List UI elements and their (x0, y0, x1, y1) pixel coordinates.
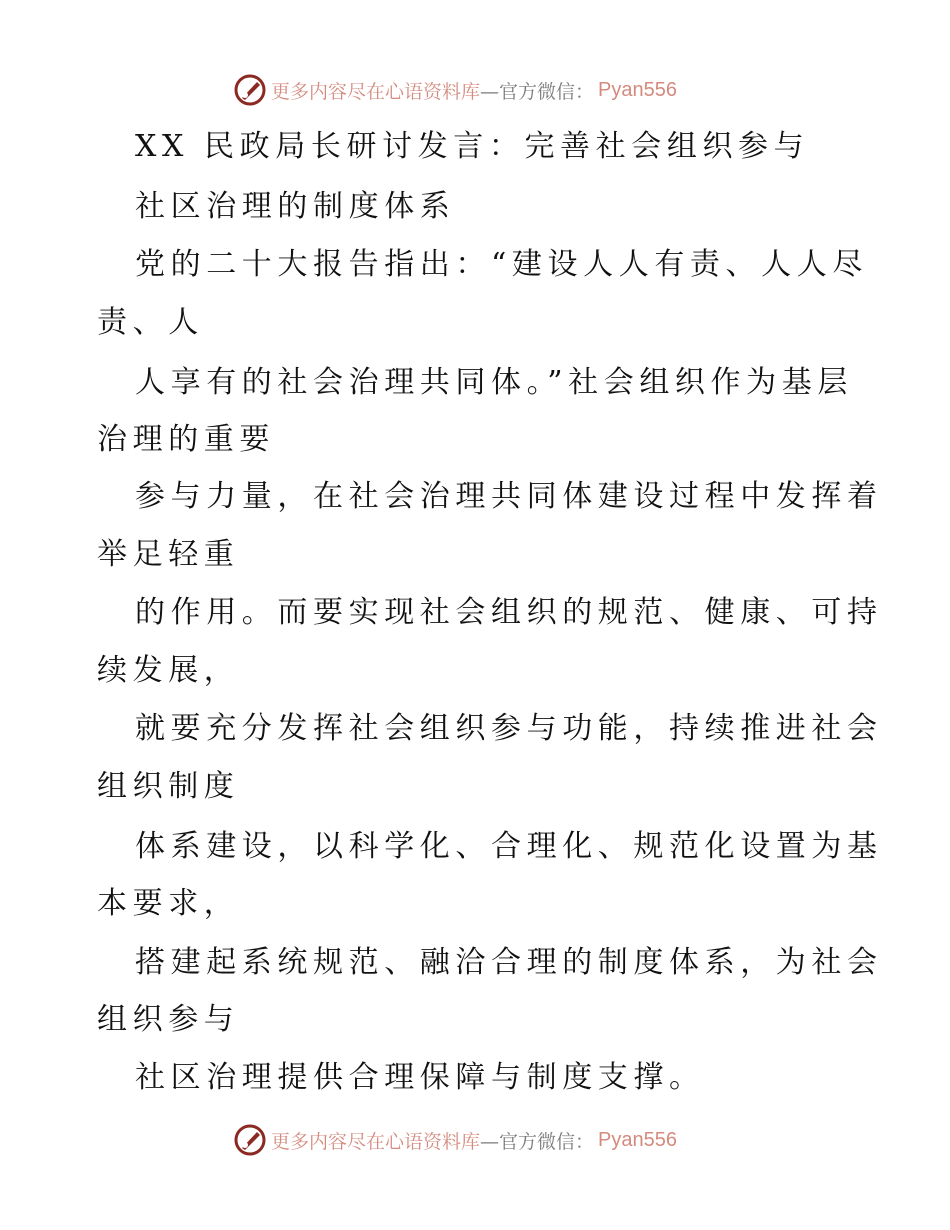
text-line: 本要求， (97, 886, 240, 921)
watermark-sep: —官方微信： (480, 80, 595, 103)
text-line: 参与力量，在社会治理共同体建设过程中发挥着 (135, 479, 883, 514)
text-line: 体系建设，以科学化、合理化、规范化设置为基 (135, 829, 883, 864)
text-line: XX 民政局长研讨发言：完善社会组织参与 (135, 129, 810, 164)
text-line: 搭建起系统规范、融洽合理的制度体系，为社会 (135, 945, 883, 980)
footer-watermark (233, 1120, 677, 1160)
watermark-sep: —官方微信： (480, 1130, 595, 1153)
text-line: 组织参与 (97, 1002, 240, 1037)
text-line: 的作用。而要实现社会组织的规范、健康、可持 (135, 595, 883, 630)
text-line: 就要充分发挥社会组织参与功能，持续推进社会 (135, 711, 883, 746)
text-line: 续发展， (97, 653, 240, 688)
text-line: 组织制度 (97, 769, 240, 804)
text-line: 责、人 (97, 305, 204, 340)
text-line: 人享有的社会治理共同体。”社会组织作为基层 (135, 365, 853, 400)
text-line: 社区治理提供合理保障与制度支撑。 (135, 1060, 705, 1095)
watermark-account: Pyan556 (598, 78, 677, 101)
text-line: 社区治理的制度体系 (135, 189, 456, 224)
text-line: 治理的重要 (97, 422, 275, 457)
watermark-account: Pyan556 (598, 1128, 677, 1151)
text-line: 举足轻重 (97, 537, 240, 572)
pen-logo-icon (233, 73, 267, 107)
watermark-site: 更多内容尽在心语资料库 (271, 1130, 481, 1153)
header-watermark (233, 70, 677, 110)
text-line: 党的二十大报告指出：“建设人人有责、人人尽 (135, 247, 868, 282)
watermark-site: 更多内容尽在心语资料库 (271, 80, 481, 103)
pen-logo-icon (233, 1123, 267, 1157)
